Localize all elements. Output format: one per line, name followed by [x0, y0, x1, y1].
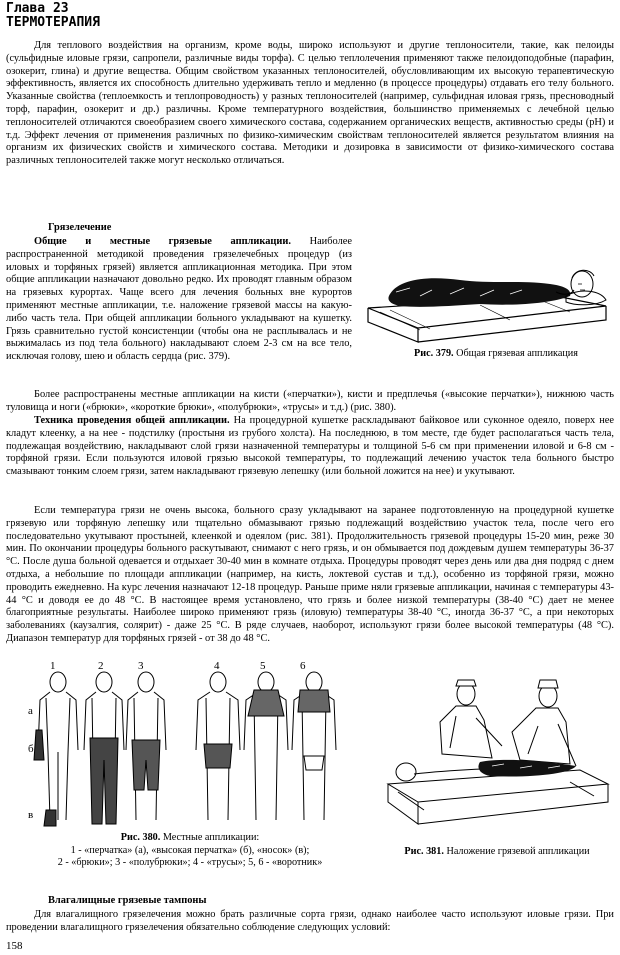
- applications-lead: Общие и местные грязевые аппликации.: [34, 236, 291, 247]
- figure-380-line-2: 1 - «перчатка» (а), «высокая перчатка» (б), «носок» (в);: [70, 844, 310, 856]
- figure-381-label: Рис. 381.: [404, 846, 444, 857]
- figure-380-letter-a: а: [28, 705, 33, 717]
- temperature-paragraph: Если температура грязи не очень высока, больного сразу укладывают на заранее подготовленную на процедурной кушетке грязевую или торфяную лепешку или тщательно обмазывают грязью подлежащий воздействию участок тела, после чего его последовательно укутывают простыней, клеенкой и одеялом (рис. 381). Продолжительность грязевой процедуры 15-20 мин, реже 30 мин. По окончании процедуры больного раскутывают, снимают с него грязь, и он обмывается под дождевым душем температуры 36-37 °С. После душа больной одевается и отдыхает 30-40 мин в комнате отдыха. Процедуры проводят через день или два дня подряд с днем отдыха, а небольшие по площади аппликации (например, на кисть, локтевой сустав и т.д.), особенно из торфяной грязи, можно проводить ежедневно. На курс лечения назначают 12-18 процедур. Раньше приме няли грязевые аппликации, начиная с температуры 43-44 °С и доводя ее до 48 °С. В настоящее время установлено, что грязь и более низкой температуры (38-40 °С) дает не менее благоприятные результаты. Наиболее широко применяют грязь (иловую) температуры 38-40 °С, иногда 36-37 °С, а при некоторых заболеваниях (каузалгия, солярит) - даже 25 °С. В ряде случаев, наоборот, используют грязи более высокой температуры (48 °С). Диапазон температур для торфяных грязей - от 38 до 48 °С.: [6, 505, 614, 644]
- figure-381: [380, 674, 614, 842]
- local-applications-illustration: [28, 660, 358, 830]
- mud-application-procedure-illustration: [380, 674, 614, 842]
- mud-application-illustration: [360, 250, 614, 346]
- figure-379-label: Рис. 379.: [414, 348, 454, 359]
- section-heading-tampons: Влагалищные грязевые тампоны: [48, 895, 207, 906]
- chapter-title: ТЕРМОТЕРАПИЯ: [6, 15, 100, 30]
- technique-lead: Техника проведения общей аппликации.: [34, 415, 230, 426]
- figure-381-caption: [380, 846, 614, 859]
- figure-380-number-3: 3: [138, 660, 144, 672]
- figure-380-number-4: 4: [214, 660, 220, 672]
- section-heading-mud: Грязелечение: [48, 222, 112, 233]
- chapter-heading: Глава 23: [6, 1, 69, 16]
- figure-380-number-1: 1: [50, 660, 56, 672]
- figure-380-number-6: 6: [300, 660, 306, 672]
- figure-380-number-5: 5: [260, 660, 266, 672]
- applications-text: Наиболее распространенной методикой проведения грязелечебных процедур (из иловых и торфяных грязей) является аппликационная методика. При этом общие аппликации назначают довольно редко. Их проводят главным образом на грязевых курортах. Чаще всего для лечения больных вне курортов применяют местные аппликации, т.е. наложение грязевой массы на какую-либо часть тела. При общей аппликации больного укладывают на кушетку. Грязь сравнительно густой консистенции (чтобы она не расплывалась и не выжималась из под тела больного) накладывают слоем 2-3 см на все тело, исключая голову, шею и область сердца (рис. 379).: [6, 236, 352, 363]
- figure-379: [360, 250, 614, 346]
- figure-380-label: Рис. 380.: [120, 832, 161, 843]
- figure-381-text: Наложение грязевой аппликации: [443, 846, 590, 857]
- tampons-paragraph: Для влагалищного грязелечения можно брать различные сорта грязи, однако наиболее часто используют иловые грязи. При проведении влагалищного грязелечения обязательно соблюдение следующих условий:: [6, 909, 614, 933]
- figure-380-title: Местные аппликации:: [160, 832, 260, 843]
- applications-paragraph: [6, 236, 352, 364]
- figure-379-caption: [380, 348, 612, 361]
- technique-paragraph: [6, 415, 614, 479]
- figure-380-line-3: 2 - «брюки»; 3 - «полубрюки»; 4 - «трусы»; 5, 6 - «воротник»: [57, 857, 323, 868]
- page-number: 158: [6, 940, 23, 952]
- figure-380-letter-v: в: [28, 809, 34, 821]
- figure-380-caption: [10, 832, 370, 870]
- local-applications-paragraph: Более распространены местные аппликации на кисти («перчатки»), кисти и предплечья («высокие перчатки»), нижнюю часть туловища и ноги («брюки», «короткие брюки», «полубрюки», «трусы» и т.д.) (рис. 380).: [6, 389, 614, 413]
- figure-380-number-2: 2: [98, 660, 104, 672]
- figure-380-letter-b: б: [28, 743, 34, 755]
- technique-text: На процедурной кушетке раскладывают байковое или суконное одеяло, поверх нее кладут клеенку, а на нее - подстилку (простыня из грубого холста). На последнюю, в том месте, где будет располагаться часть тела, подлежащая воздействию, накладывают слой грязи назначенной температуры и толщиной 5-6 см при применении иловой и 6-8 см - торфяной грязи. Если пользуются иловой грязью высокой температуры, то подлежащий лечению участок тела больного быстро смазывают тонким слоем грязи, затем накладывают грязевую лепешку (или больной ложится на нее) и укутывают.: [6, 415, 615, 478]
- figure-380: [28, 660, 358, 830]
- figure-379-text: Общая грязевая аппликация: [453, 348, 578, 359]
- intro-paragraph: Для теплового воздействия на организм, кроме воды, широко используют и другие теплоносители, такие, как пелоиды (сульфидные иловые грязи, сапропели, различные виды торфа). С целью теплолечения применяют также пелоидоподобные (парафин, озокерит, глина) и другие вещества. Общим свойством указанных теплоносителей, обусловливающим их высокую терапевтическую эффективность, является их способность длительно удерживать тепло и медленно (в процессе процедуры) отдавать его телу больного. Указанные свойства (теплоемкость и теплопроводность) у разных теплоносителей (например, сульфидная иловая грязь, пресноводный торф, парафин, озокерит и др.) различны. Кроме температурного воздействия, большинство применяемых с лечебной целью теплоносителей отличаются своеобразием своего химического состава, содержанием органических веществ, активностью среды (рН) и т.д. Эффект лечения от применения различных по физико-химическим свойствам теплоносителей является результатом влияния на организм их физических свойств и химического состава. Методики и дозировка в зависимости от физико-химического состава различных теплоносителей также могут несколько отличаться.: [6, 40, 614, 167]
